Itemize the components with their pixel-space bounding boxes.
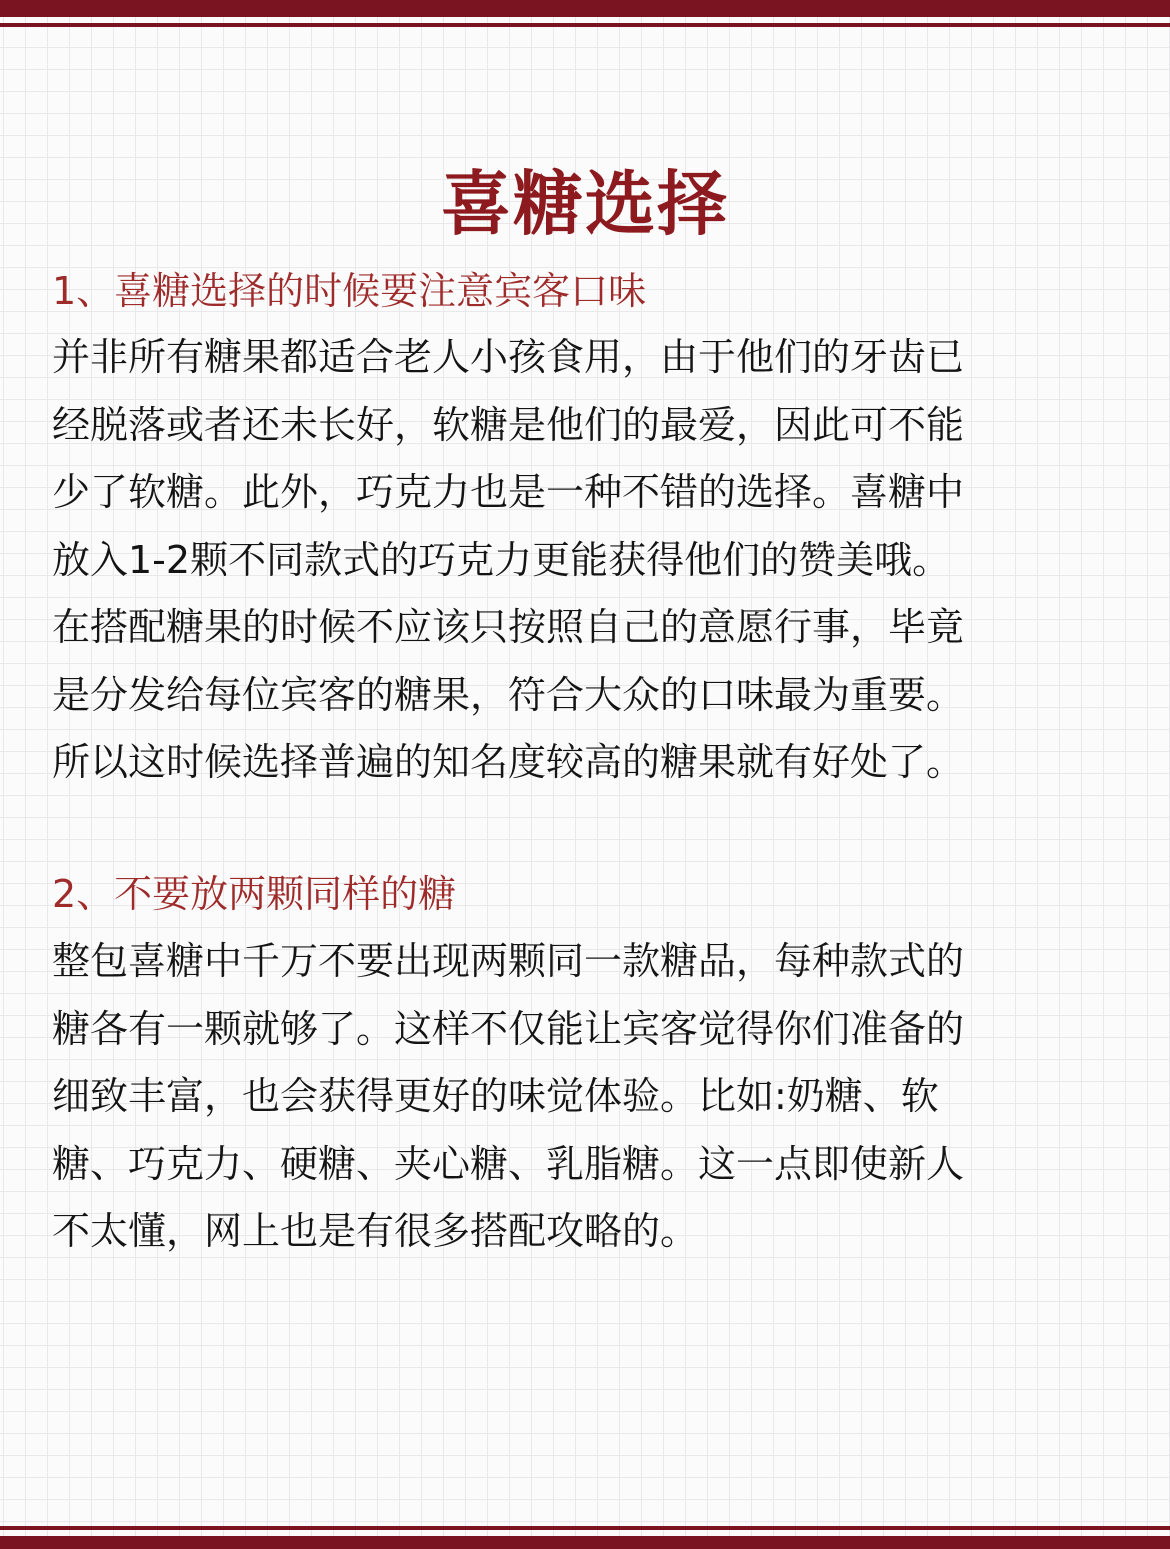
page-title: 喜糖选择 [441,161,729,245]
section-1-line: 在搭配糖果的时候不应该只按照自己的意愿行事，毕竟 [52,605,965,649]
section-1-line: 并非所有糖果都适合老人小孩食用，由于他们的牙齿已 [52,335,965,379]
section-1-line: 经脱落或者还未长好，软糖是他们的最爱，因此可不能 [52,402,965,447]
bottom-border-band [0,1536,1170,1549]
section-2-line: 糖、巧克力、硬糖、夹心糖、乳脂糖。这一点即使新人 [52,1141,965,1186]
section-2-line: 糖各有一颗就够了。这样不仅能让宾客觉得你们准备的 [52,1006,965,1051]
section-1-heading: 1、喜糖选择的时候要注意宾客口味 [52,269,647,313]
section-1-line: 放入1-2颗不同款式的巧克力更能获得他们的赞美哦。 [52,537,951,582]
section-2-body [52,928,1122,1266]
section-2-line: 细致丰富，也会获得更好的味觉体验。比如:奶糖、软 [52,1074,939,1118]
section-1-body [52,324,1122,797]
bottom-border-line [0,1526,1170,1530]
section-1-line: 所以这时候选择普遍的知名度较高的糖果就有好处了。 [52,740,965,784]
section-2-line: 整包喜糖中千万不要出现两颗同一款糖品，每种款式的 [52,939,965,983]
section-1-line: 是分发给每位宾客的糖果，符合大众的口味最为重要。 [52,672,965,717]
section-2-heading: 2、不要放两颗同样的糖 [52,872,457,916]
section-1-line: 少了软糖。此外，巧克力也是一种不错的选择。喜糖中 [52,470,965,514]
top-border-line [0,23,1170,27]
top-border-band [0,0,1170,17]
section-2-line: 不太懂，网上也是有很多搭配攻略的。 [52,1209,699,1253]
